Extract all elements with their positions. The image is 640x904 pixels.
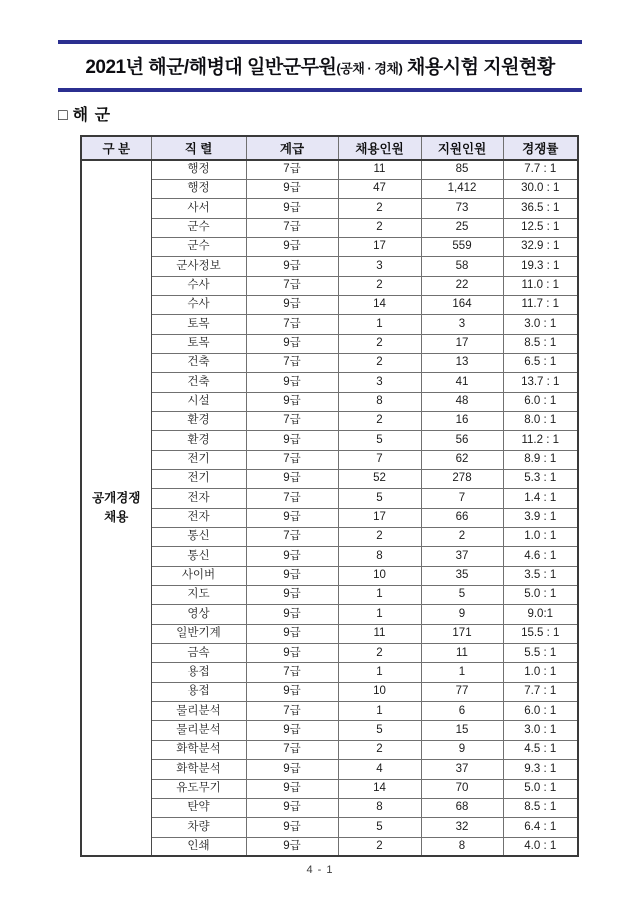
applicant-count-cell: 37 [421,547,503,566]
job-series-cell: 물리분석 [151,721,246,740]
applicant-count-cell: 171 [421,624,503,643]
competition-ratio-cell: 8.5 : 1 [503,334,578,353]
table-row [81,334,578,353]
table-row [81,779,578,798]
grade-cell: 7급 [246,489,338,508]
job-series-cell: 영상 [151,605,246,624]
hire-count-cell: 2 [338,644,421,663]
grade-cell: 9급 [246,798,338,817]
hire-count-cell: 2 [338,218,421,237]
job-series-cell: 용접 [151,682,246,701]
job-series-cell: 화학분석 [151,760,246,779]
applicant-count-cell: 15 [421,721,503,740]
hire-count-cell: 10 [338,566,421,585]
grade-cell: 7급 [246,528,338,547]
table-row [81,682,578,701]
grade-cell: 7급 [246,702,338,721]
applicant-count-cell: 6 [421,702,503,721]
competition-ratio-cell: 5.5 : 1 [503,644,578,663]
hire-count-cell: 10 [338,682,421,701]
applicant-count-cell: 8 [421,837,503,856]
job-series-cell: 환경 [151,431,246,450]
competition-ratio-cell: 1.0 : 1 [503,528,578,547]
hire-count-cell: 17 [338,508,421,527]
table-row [81,218,578,237]
competition-ratio-cell: 4.6 : 1 [503,547,578,566]
table-row [81,644,578,663]
job-series-cell: 시설 [151,392,246,411]
table-header [81,136,578,160]
table-row [81,702,578,721]
hire-count-cell: 1 [338,663,421,682]
job-series-cell: 통신 [151,528,246,547]
applicant-count-cell: 7 [421,489,503,508]
table-body [81,160,578,856]
hire-count-cell: 52 [338,470,421,489]
grade-cell: 9급 [246,257,338,276]
group-cell-open-competition [81,160,151,856]
hire-count-cell: 5 [338,818,421,837]
table-row [81,373,578,392]
grade-cell: 9급 [246,837,338,856]
table-row [81,624,578,643]
grade-cell: 7급 [246,160,338,179]
grade-cell: 9급 [246,295,338,314]
table-row [81,450,578,469]
job-series-cell: 건축 [151,353,246,372]
job-series-cell: 지도 [151,586,246,605]
hire-count-cell: 8 [338,798,421,817]
grade-cell: 9급 [246,624,338,643]
applicant-count-cell: 13 [421,353,503,372]
grade-cell: 9급 [246,586,338,605]
hire-count-cell: 11 [338,160,421,179]
hire-count-cell: 8 [338,547,421,566]
applicant-count-cell: 22 [421,276,503,295]
page-title [58,44,582,88]
job-series-cell: 전자 [151,508,246,527]
job-series-cell: 물리분석 [151,702,246,721]
competition-ratio-cell: 13.7 : 1 [503,373,578,392]
competition-ratio-cell: 6.5 : 1 [503,353,578,372]
applicant-count-cell: 58 [421,257,503,276]
hire-count-cell: 47 [338,179,421,198]
job-series-cell: 전기 [151,470,246,489]
grade-cell: 9급 [246,779,338,798]
grade-cell: 7급 [246,740,338,759]
table-row [81,199,578,218]
competition-ratio-cell: 6.0 : 1 [503,392,578,411]
competition-ratio-cell: 8.9 : 1 [503,450,578,469]
job-series-cell: 일반기계 [151,624,246,643]
table-row [81,663,578,682]
section-heading-label: 해 군 [72,107,112,124]
competition-ratio-cell: 1.0 : 1 [503,663,578,682]
table-row [81,276,578,295]
hire-count-cell: 5 [338,489,421,508]
group-label-line: 채용 [104,510,129,525]
competition-ratio-cell: 4.5 : 1 [503,740,578,759]
applicant-count-cell: 77 [421,682,503,701]
grade-cell: 9급 [246,760,338,779]
column-header-applicant-count: 지원인원 [421,136,503,160]
competition-ratio-cell: 7.7 : 1 [503,682,578,701]
competition-ratio-cell: 5.0 : 1 [503,779,578,798]
job-series-cell: 토목 [151,315,246,334]
grade-cell: 9급 [246,508,338,527]
applicant-count-cell: 1 [421,663,503,682]
competition-ratio-cell: 7.7 : 1 [503,160,578,179]
hire-count-cell: 2 [338,528,421,547]
hire-count-cell: 1 [338,586,421,605]
column-header-hire-count: 채용인원 [338,136,421,160]
applicant-count-cell: 9 [421,740,503,759]
job-series-cell: 행정 [151,160,246,179]
table-row [81,837,578,856]
applicant-count-cell: 66 [421,508,503,527]
table-row [81,392,578,411]
table-row [81,257,578,276]
grade-cell: 9급 [246,566,338,585]
competition-ratio-cell: 3.9 : 1 [503,508,578,527]
hire-count-cell: 11 [338,624,421,643]
applicant-count-cell: 37 [421,760,503,779]
page-number: 4 - 1 [306,864,334,876]
applicant-count-cell: 73 [421,199,503,218]
applicant-count-cell: 68 [421,798,503,817]
job-series-cell: 유도무기 [151,779,246,798]
table-row [81,315,578,334]
grade-cell: 9급 [246,392,338,411]
grade-cell: 9급 [246,605,338,624]
table-row [81,237,578,256]
table-row [81,740,578,759]
grade-cell: 9급 [246,373,338,392]
job-series-cell: 토목 [151,334,246,353]
job-series-cell: 수사 [151,295,246,314]
competition-ratio-cell: 11.7 : 1 [503,295,578,314]
page-title-suffix: 채용시험 지원현황 [402,57,555,78]
applicant-count-cell: 32 [421,818,503,837]
hire-count-cell: 1 [338,315,421,334]
grade-cell: 7급 [246,276,338,295]
grade-cell: 9급 [246,199,338,218]
job-series-cell: 군수 [151,237,246,256]
applicant-count-cell: 9 [421,605,503,624]
grade-cell: 9급 [246,431,338,450]
job-series-cell: 군수 [151,218,246,237]
applicant-count-cell: 41 [421,373,503,392]
table-row [81,295,578,314]
recruitment-table [80,135,579,857]
table-header-row [81,136,578,160]
job-series-cell: 사이버 [151,566,246,585]
hire-count-cell: 1 [338,702,421,721]
table-row [81,818,578,837]
table-row [81,721,578,740]
hire-count-cell: 2 [338,837,421,856]
table-row [81,411,578,430]
competition-ratio-cell: 3.5 : 1 [503,566,578,585]
job-series-cell: 인쇄 [151,837,246,856]
table-row [81,586,578,605]
grade-cell: 7급 [246,663,338,682]
grade-cell: 9급 [246,682,338,701]
table-row [81,528,578,547]
grade-cell: 9급 [246,818,338,837]
applicant-count-cell: 278 [421,470,503,489]
job-series-cell: 금속 [151,644,246,663]
job-series-cell: 사서 [151,199,246,218]
competition-ratio-cell: 15.5 : 1 [503,624,578,643]
applicant-count-cell: 48 [421,392,503,411]
competition-ratio-cell: 11.2 : 1 [503,431,578,450]
applicant-count-cell: 25 [421,218,503,237]
competition-ratio-cell: 8.0 : 1 [503,411,578,430]
table-row [81,160,578,179]
applicant-count-cell: 3 [421,315,503,334]
grade-cell: 9급 [246,721,338,740]
grade-cell: 9급 [246,179,338,198]
hire-count-cell: 2 [338,276,421,295]
section-heading [58,102,111,125]
column-header-category: 구 분 [81,136,151,160]
hire-count-cell: 2 [338,199,421,218]
table-row [81,605,578,624]
grade-cell: 9급 [246,470,338,489]
hire-count-cell: 2 [338,411,421,430]
competition-ratio-cell: 3.0 : 1 [503,721,578,740]
grade-cell: 7급 [246,450,338,469]
table-row [81,179,578,198]
applicant-count-cell: 56 [421,431,503,450]
competition-ratio-cell: 1.4 : 1 [503,489,578,508]
grade-cell: 9급 [246,547,338,566]
job-series-cell: 탄약 [151,798,246,817]
applicant-count-cell: 16 [421,411,503,430]
table-row [81,508,578,527]
applicant-count-cell: 5 [421,586,503,605]
hire-count-cell: 3 [338,257,421,276]
column-header-grade: 계급 [246,136,338,160]
table-row [81,566,578,585]
table-row [81,547,578,566]
job-series-cell: 건축 [151,373,246,392]
competition-ratio-cell: 11.0 : 1 [503,276,578,295]
job-series-cell: 차량 [151,818,246,837]
competition-ratio-cell: 12.5 : 1 [503,218,578,237]
table-row [81,489,578,508]
competition-ratio-cell: 3.0 : 1 [503,315,578,334]
applicant-count-cell: 11 [421,644,503,663]
grade-cell: 7급 [246,218,338,237]
applicant-count-cell: 17 [421,334,503,353]
competition-ratio-cell: 5.3 : 1 [503,470,578,489]
table-row [81,431,578,450]
hire-count-cell: 7 [338,450,421,469]
competition-ratio-cell: 6.0 : 1 [503,702,578,721]
applicant-count-cell: 1,412 [421,179,503,198]
competition-ratio-cell: 6.4 : 1 [503,818,578,837]
job-series-cell: 전기 [151,450,246,469]
grade-cell: 7급 [246,411,338,430]
column-header-series: 직 렬 [151,136,246,160]
title-banner [58,40,582,92]
grade-cell: 7급 [246,315,338,334]
job-series-cell: 환경 [151,411,246,430]
table-row [81,760,578,779]
applicant-count-cell: 164 [421,295,503,314]
competition-ratio-cell: 8.5 : 1 [503,798,578,817]
table-row [81,353,578,372]
job-series-cell: 통신 [151,547,246,566]
hire-count-cell: 14 [338,779,421,798]
column-header-competition-ratio: 경쟁률 [503,136,578,160]
competition-ratio-cell: 4.0 : 1 [503,837,578,856]
job-series-cell: 수사 [151,276,246,295]
grade-cell: 9급 [246,644,338,663]
square-bullet-icon: □ [58,107,69,124]
hire-count-cell: 5 [338,431,421,450]
competition-ratio-cell: 9.0:1 [503,605,578,624]
hire-count-cell: 2 [338,334,421,353]
hire-count-cell: 2 [338,353,421,372]
banner-bottom-rule [58,88,582,92]
page-title-main: 2021년 해군/해병대 일반군무원 [85,57,337,78]
hire-count-cell: 1 [338,605,421,624]
hire-count-cell: 14 [338,295,421,314]
grade-cell: 9급 [246,334,338,353]
hire-count-cell: 17 [338,237,421,256]
job-series-cell: 전자 [151,489,246,508]
competition-ratio-cell: 5.0 : 1 [503,586,578,605]
competition-ratio-cell: 30.0 : 1 [503,179,578,198]
hire-count-cell: 2 [338,740,421,759]
applicant-count-cell: 85 [421,160,503,179]
job-series-cell: 군사정보 [151,257,246,276]
hire-count-cell: 8 [338,392,421,411]
hire-count-cell: 4 [338,760,421,779]
competition-ratio-cell: 19.3 : 1 [503,257,578,276]
job-series-cell: 용접 [151,663,246,682]
applicant-count-cell: 2 [421,528,503,547]
applicant-count-cell: 62 [421,450,503,469]
job-series-cell: 행정 [151,179,246,198]
table-row [81,798,578,817]
grade-cell: 9급 [246,237,338,256]
hire-count-cell: 5 [338,721,421,740]
job-series-cell: 화학분석 [151,740,246,759]
group-label-line: 공개경쟁 [92,490,141,505]
hire-count-cell: 3 [338,373,421,392]
table-row [81,470,578,489]
competition-ratio-cell: 32.9 : 1 [503,237,578,256]
competition-ratio-cell: 36.5 : 1 [503,199,578,218]
grade-cell: 7급 [246,353,338,372]
competition-ratio-cell: 9.3 : 1 [503,760,578,779]
page-title-paren: (공채 · 경채) [336,61,403,76]
applicant-count-cell: 70 [421,779,503,798]
applicant-count-cell: 35 [421,566,503,585]
applicant-count-cell: 559 [421,237,503,256]
